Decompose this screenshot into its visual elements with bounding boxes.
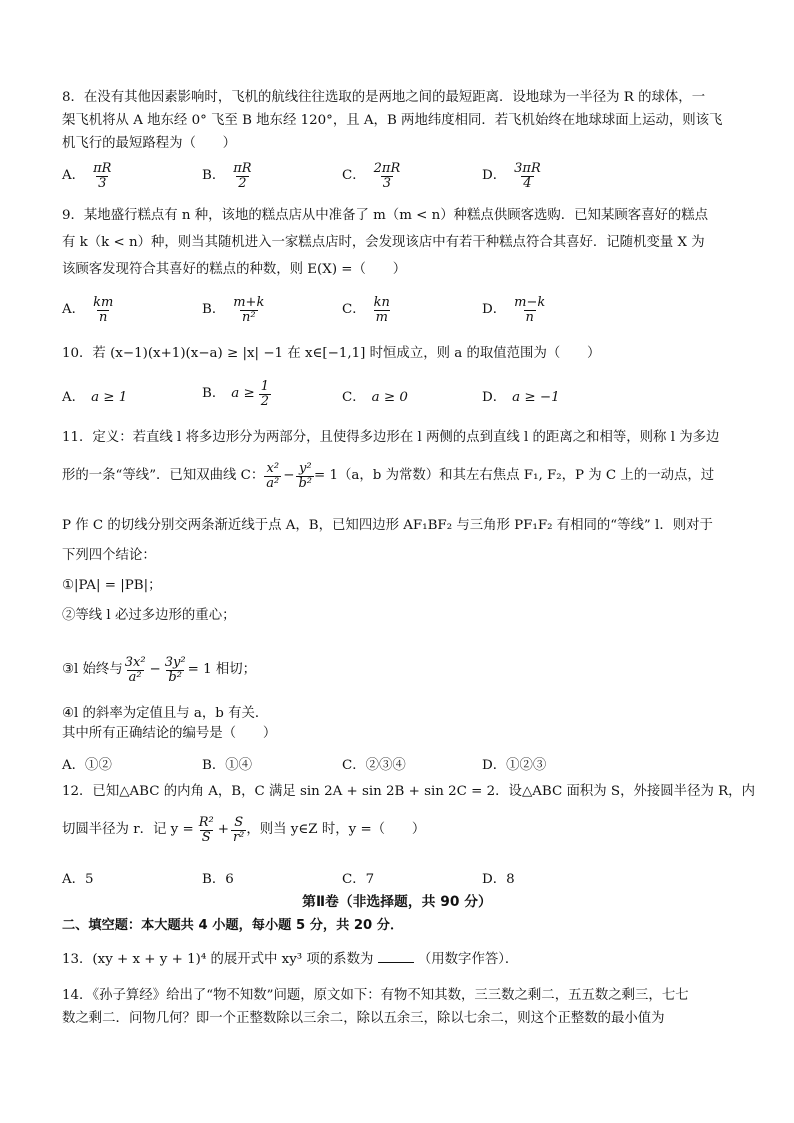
part-2-title: 第Ⅱ卷（非选择题，共 90 分） [302, 894, 492, 910]
q12-option-d[interactable]: D．8 [482, 872, 515, 887]
q11-line-1: 11．定义：若直线 l 将多边形分为两部分，且使得多边形在 l 两侧的点到直线 l 的距离之和相等，则称 l 为多边 [62, 430, 720, 445]
q9-option-a[interactable]: A． $\frac{km}{n}$ [62, 295, 114, 325]
q11-conclusion-4: ④l 的斜率为定值且与 a，b 有关． [62, 706, 269, 721]
q9-option-c[interactable]: C． $\frac{kn}{m}$ [342, 295, 390, 325]
fraction: $\frac{\text{3y²}}{\text{b²}}$ [164, 655, 186, 685]
question-10 [62, 344, 738, 364]
q8-option-d[interactable]: D． $\frac{3\pi R}{4}$ [482, 161, 541, 191]
q12-option-a[interactable]: A．5 [62, 872, 94, 887]
q10-option-d[interactable]: D． a ≥ −1 [482, 390, 560, 405]
question-11 [62, 428, 738, 448]
q9-options [62, 296, 738, 340]
q11-option-c[interactable]: C．②③④ [342, 758, 406, 773]
question-12 [62, 782, 755, 802]
q8-line-1: 8．在没有其他因素影响时，飞机的航线往往选取的是两地之间的最短距离．设地球为一半径为 R 的球体，一 [62, 90, 706, 105]
q11-line-3: P 作 C 的切线分别交两条渐近线于点 A，B，已知四边形 AF₁BF₂ 与三角形 PF₁F₂ 有相同的“等线” l．则对于 [62, 518, 713, 533]
q10-option-a[interactable]: A． a ≥ 1 [62, 390, 128, 405]
q11-option-a[interactable]: A．①② [62, 758, 112, 773]
question-8 [62, 88, 738, 154]
q9-line-2: 有 k（k < n）种，则当其随机进入一家糕点店时，会发现该店中有若干种糕点符合其喜好．记随机变量 X 为 [62, 235, 705, 251]
q10-options [62, 380, 738, 424]
q11-option-d[interactable]: D．①②③ [482, 758, 547, 773]
question-13: 13．(xy + x + y + 1)⁴ 的展开式中 xy³ 项的系数为 （用数字作答）． [62, 952, 519, 967]
question-14 [62, 986, 738, 1029]
q10-option-b[interactable]: B． a ≥ $\frac{1}{2}$ [202, 379, 269, 409]
fraction: $\frac{\text{R²}}{S}$ [198, 815, 214, 845]
q8-option-b[interactable]: B． $\frac{\pi R}{2}$ [202, 161, 252, 191]
q8-line-2: 架飞机将从 A 地东经 0° 飞至 B 地东经 120°，且 A，B 两地纬度相同．若飞机始终在地球球面上运动，则该飞 [62, 113, 723, 129]
q11-conclusion-3: ③l 始终与 $\frac{\text{3x²}}{\text{a²}}$ − $\frac{\text{3y²}}{\text{b²}}$ = 1 相切； [62, 655, 257, 685]
fraction: $\frac{\text{3x²}}{\text{a²}}$ [124, 655, 146, 685]
q14-line-1: 14．《孙子算经》给出了“物不知数”问题，原文如下：有物不知其数，三三数之剩二，五五数之剩三，七七 [62, 988, 689, 1003]
q11-ask: 其中所有正确结论的编号是（ ） [62, 726, 277, 742]
q12-line-1: 12．已知△ABC 的内角 A，B，C 满足 sin 2A + sin 2B + sin 2C = 2．设△ABC 面积为 S，外接圆半径为 R，内 [62, 784, 755, 799]
q8-option-a[interactable]: A． $\frac{\pi R}{3}$ [62, 161, 112, 191]
q8-option-c[interactable]: C． $\frac{2\pi R}{3}$ [342, 161, 401, 191]
fraction: $\frac{\pi R}{3}$ [93, 161, 112, 191]
fraction: $\frac{m+k}{\text{n²}}$ [233, 295, 265, 325]
q8-line-3: 机飞行的最短路程为（ ） [62, 136, 237, 152]
answer-blank[interactable] [378, 950, 414, 963]
fraction: $\frac{3\pi R}{4}$ [514, 161, 541, 191]
q11-block-3 [62, 704, 738, 744]
q11-line-4: 下列四个结论： [62, 548, 156, 564]
fraction: $\frac{\text{y²}}{\text{b²}}$ [298, 461, 313, 491]
question-9 [62, 206, 738, 280]
q11-block-2 [62, 516, 738, 626]
fraction: $\frac{\text{x²}}{\text{a²}}$ [266, 461, 280, 491]
q11-line-2: 形的一条“等线”．已知双曲线 C： $\frac{\text{x²}}{\text{a²}}$ − $\frac{\text{y²}}{\text{b²}}$ = 1（a，b 为常数）和其左右焦点 F₁, F₂，P 为 C 上的一动点，过 [62, 461, 715, 491]
fraction: $\frac{km}{n}$ [93, 295, 114, 325]
q9-line-3: 该顾客发现符合其喜好的糕点的种数，则 E(X) =（ ） [62, 262, 407, 278]
q12-option-c[interactable]: C．7 [342, 872, 375, 887]
fraction: $\frac{S}{\text{r²}}$ [232, 815, 245, 845]
q11-conclusion-1: ①|PA| = |PB|； [62, 578, 162, 594]
fraction: $\frac{m-k}{n}$ [514, 295, 546, 325]
q8-options [62, 162, 738, 206]
fraction: $\frac{\pi R}{2}$ [233, 161, 252, 191]
q10-option-c[interactable]: C． a ≥ 0 [342, 390, 408, 405]
fraction: $\frac{1}{2}$ [260, 379, 269, 409]
q9-option-b[interactable]: B． $\frac{m+k}{\text{n²}}$ [202, 295, 265, 325]
q14-line-2: 数之剩二．问物几何？即一个正整数除以三余二，除以五余三，除以七余二，则这个正整数的最小值为 [62, 1011, 665, 1027]
q11-conclusion-2: ②等线 l 必过多边形的重心； [62, 608, 236, 624]
q10-line-1: 10．若 (x−1)(x+1)(x−a) ≥ |x| −1 在 x∈[−1,1] 时恒成立，则 a 的取值范围为（ ） [62, 346, 601, 361]
q12-option-b[interactable]: B．6 [202, 872, 234, 887]
q12-line-2: 切圆半径为 r．记 y = $\frac{\text{R²}}{S}$ + $\frac{S}{\text{r²}}$ ，则当 y∈Z 时，y =（ ） [62, 815, 426, 845]
section-2-heading: 二、填空题：本大题共 4 小题，每小题 5 分，共 20 分． [62, 918, 404, 933]
fraction: $\frac{2\pi R}{3}$ [373, 161, 401, 191]
q11-option-b[interactable]: B．①④ [202, 758, 253, 773]
q9-line-1: 9．某地盛行糕点有 n 种，该地的糕点店从中准备了 m（m < n）种糕点供顾客选购．已知某顾客喜好的糕点 [62, 208, 709, 223]
q9-option-d[interactable]: D． $\frac{m-k}{n}$ [482, 295, 546, 325]
fraction: $\frac{kn}{m}$ [373, 295, 390, 325]
